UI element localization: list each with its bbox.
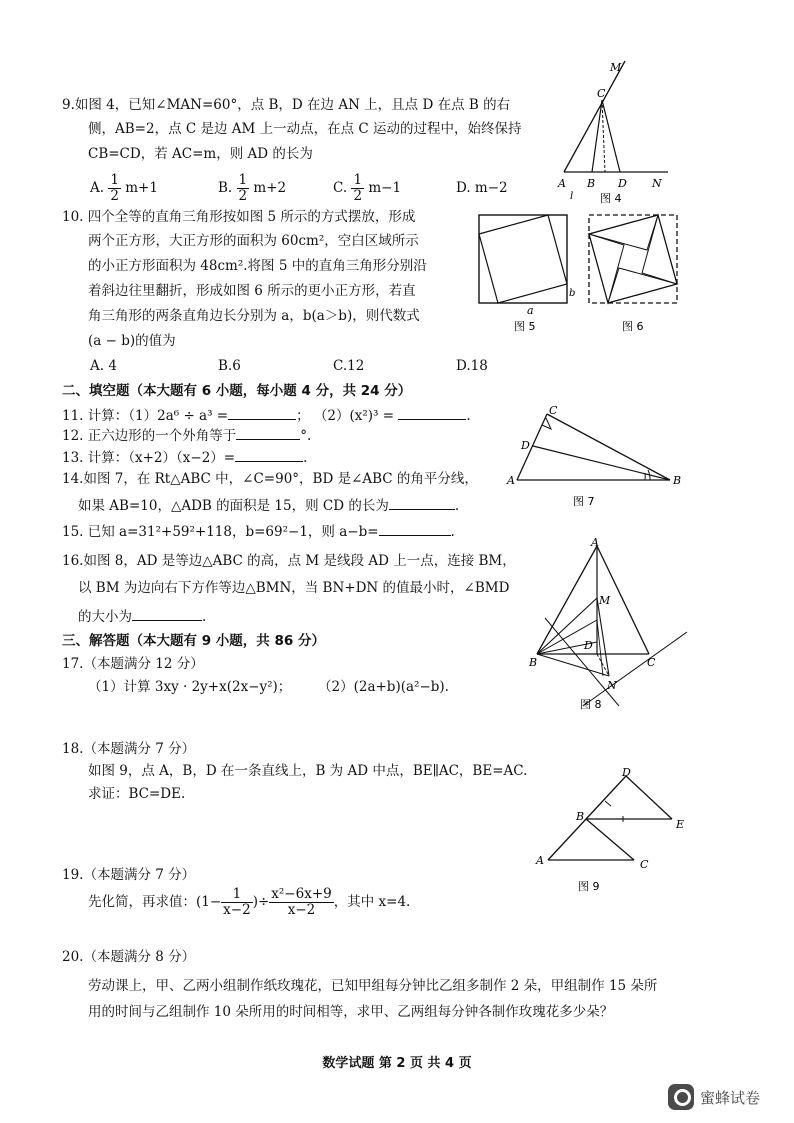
q16-line2: 以 BM 为边向右下方作等边△BMN，当 BN+DN 的值最小时，∠BMD xyxy=(78,580,510,596)
label-c: C xyxy=(640,858,649,871)
bee-logo-icon xyxy=(668,1084,694,1110)
q10-option-c: C.12 xyxy=(333,358,365,374)
fraction-half: $\frac{1}{2}$ xyxy=(238,172,248,204)
q9-line2: 侧，AB=2，点 C 是边 AM 上一动点，在点 C 运动的过程中，始终保持 xyxy=(88,121,522,137)
fraction-half: $\frac{1}{2}$ xyxy=(110,172,119,204)
label-b: B xyxy=(529,656,538,669)
label-m: M xyxy=(599,594,611,607)
q10-line3: 的小正方形面积为 48cm².将图 5 中的直角三角形分别沿 xyxy=(88,258,427,274)
answer-blank xyxy=(132,606,202,621)
figure-8 xyxy=(525,536,700,712)
answer-blank xyxy=(228,405,296,420)
label-a: A xyxy=(536,854,544,867)
answer-blank xyxy=(235,447,303,462)
figure-9-caption: 图 9 xyxy=(578,880,600,893)
label-d: D xyxy=(622,766,631,779)
fraction-2: $\frac{\text{x²−6x+9}}{x-2}$ xyxy=(271,886,332,918)
figure-7 xyxy=(505,402,685,510)
answer-blank xyxy=(379,521,451,536)
q9-option-b: B. $\frac{1}{2}$ m+2 xyxy=(218,172,287,204)
q18-line2: 求证：BC=DE. xyxy=(88,786,186,802)
q16-line1: 16.如图 8，AD 是等边△ABC 的高，点 M 是线段 AD 上一点，连接 BM， xyxy=(62,553,516,569)
q18-line1: 如图 9，点 A，B，D 在一条直线上，B 为 AD 中点，BE∥AC，BE=AC. xyxy=(88,763,528,779)
label-c: C xyxy=(597,87,606,100)
q19-expression: 先化简，再求值：(1− $\frac{1}{x-2}$ )÷ $\frac{\text{x²−6x+9}}{x-2}$ ，其中 x=4. xyxy=(88,886,411,918)
label-c: C xyxy=(549,404,558,417)
label-a: A xyxy=(507,474,515,487)
q16-line3: 的大小为 . xyxy=(78,606,206,626)
page-footer: 数学试题 第 2 页 共 4 页 xyxy=(322,1056,472,1071)
q10-line4: 着斜边往里翻折，形成如图 6 所示的更小正方形，若直 xyxy=(88,283,416,299)
label-d: D xyxy=(618,177,627,190)
q19-heading: 19.（本题满分 7 分） xyxy=(62,867,196,883)
q10-option-d: D.18 xyxy=(456,358,488,374)
label-a: A xyxy=(558,177,566,190)
label-d: D xyxy=(584,639,593,652)
label-e: E xyxy=(676,818,685,831)
q9-option-a: A. $\frac{1}{2}$ m+1 xyxy=(90,172,158,204)
label-m: M xyxy=(610,61,622,74)
section-3-heading: 三、解答题（本大题有 9 小题，共 86 分） xyxy=(62,633,325,649)
q13: 13. 计算：（x+2）（x−2）= . xyxy=(62,447,307,467)
q10-option-b: B.6 xyxy=(218,358,241,374)
answer-blank xyxy=(398,405,466,420)
label-b: b xyxy=(569,288,576,299)
q9-option-d: D. m−2 xyxy=(456,180,508,196)
q17-part2: （2）(2a+b)(a²−b). xyxy=(318,679,449,695)
q20-line1: 劳动课上，甲、乙两小组制作纸玫瑰花，已知甲组每分钟比乙组多制作 2 朵，甲组制作 15 朵所 xyxy=(88,978,658,994)
label-a: a xyxy=(527,304,534,317)
q10-option-a: A. 4 xyxy=(90,358,117,374)
figure-7-caption: 图 7 xyxy=(573,495,595,508)
figure-5-caption: 图 5 xyxy=(514,320,536,333)
q20-line2: 用的时间与乙组制作 10 朵所用的时间相等，求甲、乙两组每分钟各制作玫瑰花多少朵？ xyxy=(88,1004,614,1020)
figure-6 xyxy=(584,210,684,340)
q10-line1: 10. 四个全等的直角三角形按如图 5 所示的方式摆放，形成 xyxy=(62,209,416,225)
figure-4-caption: 图 4 xyxy=(600,192,622,205)
fraction-half: $\frac{1}{2}$ xyxy=(353,172,363,204)
q12: 12. 正六边形的一个外角等于 °. xyxy=(62,425,311,445)
label-c: C xyxy=(647,656,656,669)
q18-heading: 18.（本题满分 7 分） xyxy=(62,741,196,757)
figure-5 xyxy=(474,210,574,340)
label-a: A xyxy=(591,536,599,549)
figure-8-caption: 图 8 xyxy=(580,698,602,711)
q10-line6: (a − b)的值为 xyxy=(88,333,176,349)
label-n: N xyxy=(652,177,662,190)
fraction-1: $\frac{1}{x-2}$ xyxy=(223,886,251,918)
q17-part1: （1）计算 3xy · 2y+x(2x−y²)； xyxy=(88,679,292,695)
q11: 11. 计算：（1）2a⁶ ÷ a³ = ； （2）(x²)³ = . xyxy=(62,405,471,425)
answer-blank xyxy=(236,425,300,440)
q10-line2: 两个正方形，大正方形的面积为 60cm²，空白区域所示 xyxy=(88,233,419,249)
q15: 15. 已知 a=31²+59²+118，b=69²−1，则 a−b= . xyxy=(62,521,455,541)
q14-line1: 14.如图 7，在 Rt△ABC 中，∠C=90°，BD 是∠ABC 的角平分线， xyxy=(62,471,478,487)
label-b: B xyxy=(576,810,585,823)
q9-option-c: C. $\frac{1}{2}$ m−1 xyxy=(333,172,402,204)
q14-line2: 如果 AB=10，△ADB 的面积是 15，则 CD 的长为 . xyxy=(78,495,459,515)
label-b: B xyxy=(587,177,596,190)
watermark: 蜜蜂试卷 xyxy=(668,1082,760,1112)
label-n: N xyxy=(607,679,617,692)
answer-blank xyxy=(389,495,455,510)
q10-line5: 角三角形的两条直角边长分别为 a，b(a＞b)，则代数式 xyxy=(88,308,420,324)
label-b: B xyxy=(673,474,682,487)
figure-4 xyxy=(548,55,678,205)
section-2-heading: 二、填空题（本大题有 6 小题，每小题 4 分，共 24 分） xyxy=(62,383,412,399)
label-d: D xyxy=(521,439,530,452)
q9-line1: 9.如图 4，已知∠MAN=60°，点 B，D 在边 AN 上，且点 D 在点 B 的右 xyxy=(62,97,511,113)
q9-line3: CB=CD，若 AC=m，则 AD 的长为 xyxy=(88,146,313,162)
q17-heading: 17.（本题满分 12 分） xyxy=(62,656,204,672)
figure-9 xyxy=(530,764,700,894)
label-l: l xyxy=(570,191,574,202)
figure-6-caption: 图 6 xyxy=(622,320,644,333)
q20-heading: 20.（本题满分 8 分） xyxy=(62,949,196,965)
